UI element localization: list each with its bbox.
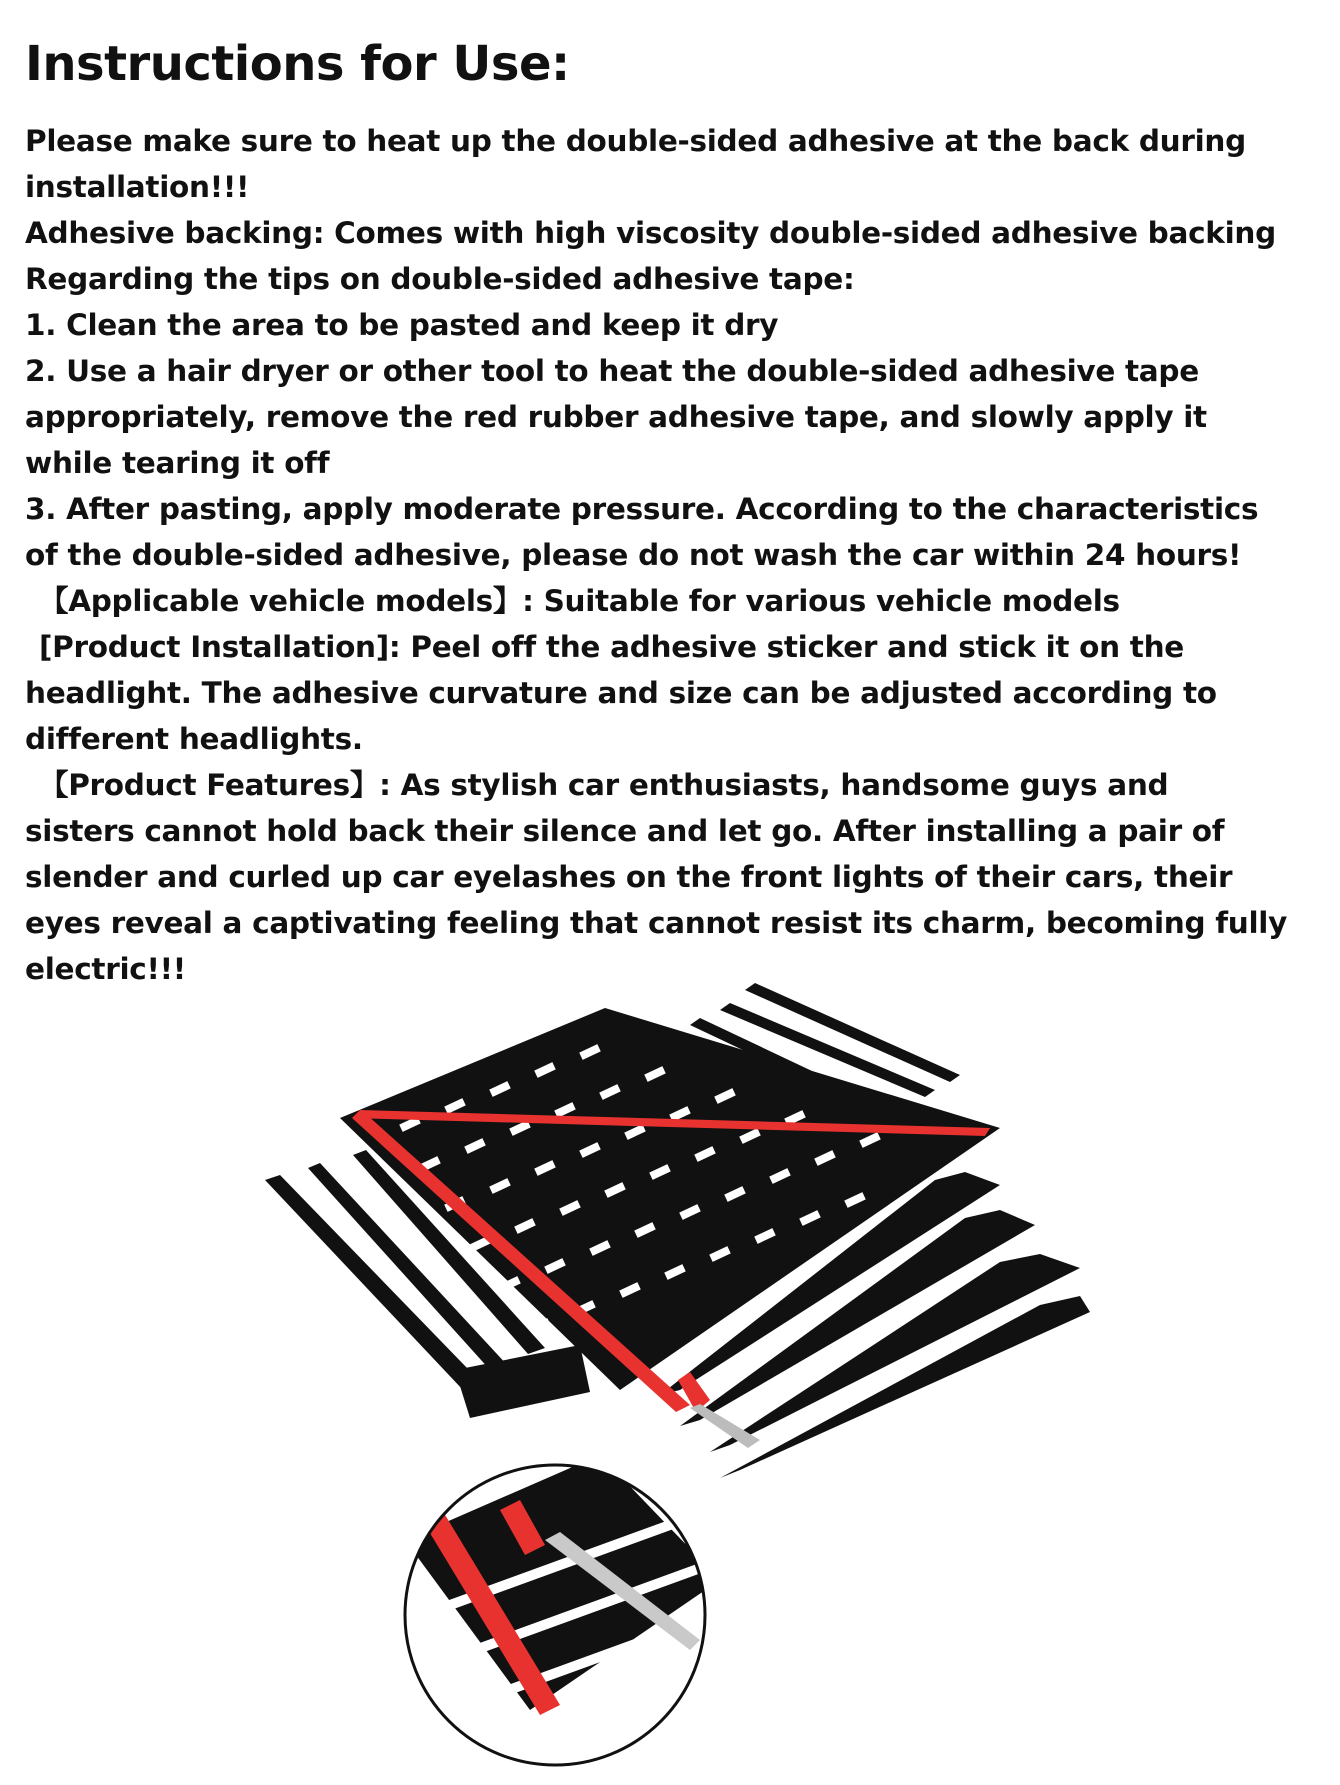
text-line: while tearing it off (25, 446, 330, 480)
text-line: eyes reveal a captivating feeling that cannot resist its charm, becoming fully (25, 906, 1288, 940)
text-line: 2. Use a hair dryer or other tool to heat the double-sided adhesive tape (25, 354, 1199, 388)
product-photo (0, 960, 1340, 1785)
text-line: 【Product Features】: As stylish car enthusiasts, handsome guys and (39, 768, 1169, 802)
text-line: installation!!! (25, 170, 250, 204)
page-title: Instructions for Use: (25, 36, 570, 92)
text-line: different headlights. (25, 722, 363, 756)
text-line: Please make sure to heat up the double-sided adhesive at the back during (25, 124, 1246, 158)
instructions-body (25, 118, 1325, 992)
text-line: 1. Clean the area to be pasted and keep it dry (25, 308, 779, 342)
text-line: electric!!! (25, 952, 186, 986)
backing-peel (690, 1404, 760, 1448)
text-line: headlight. The adhesive curvature and size can be adjusted according to (25, 676, 1217, 710)
text-line: 3. After pasting, apply moderate pressure. According to the characteristics (25, 492, 1259, 526)
text-line: [Product Installation]: Peel off the adhesive sticker and stick it on the (39, 630, 1185, 664)
text-line: Regarding the tips on double-sided adhesive tape: (25, 262, 855, 296)
zoom-detail-circle (405, 1455, 734, 1765)
text-line: slender and curled up car eyelashes on the front lights of their cars, their (25, 860, 1233, 894)
text-line: 【Applicable vehicle models】: Suitable for various vehicle models (39, 584, 1120, 618)
text-line: appropriately, remove the red rubber adhesive tape, and slowly apply it (25, 400, 1207, 434)
text-line: sisters cannot hold back their silence and let go. After installing a pair of (25, 814, 1225, 848)
text-line: Adhesive backing: Comes with high viscosity double-sided adhesive backing (25, 216, 1276, 250)
text-line: of the double-sided adhesive, please do not wash the car within 24 hours! (25, 538, 1242, 572)
